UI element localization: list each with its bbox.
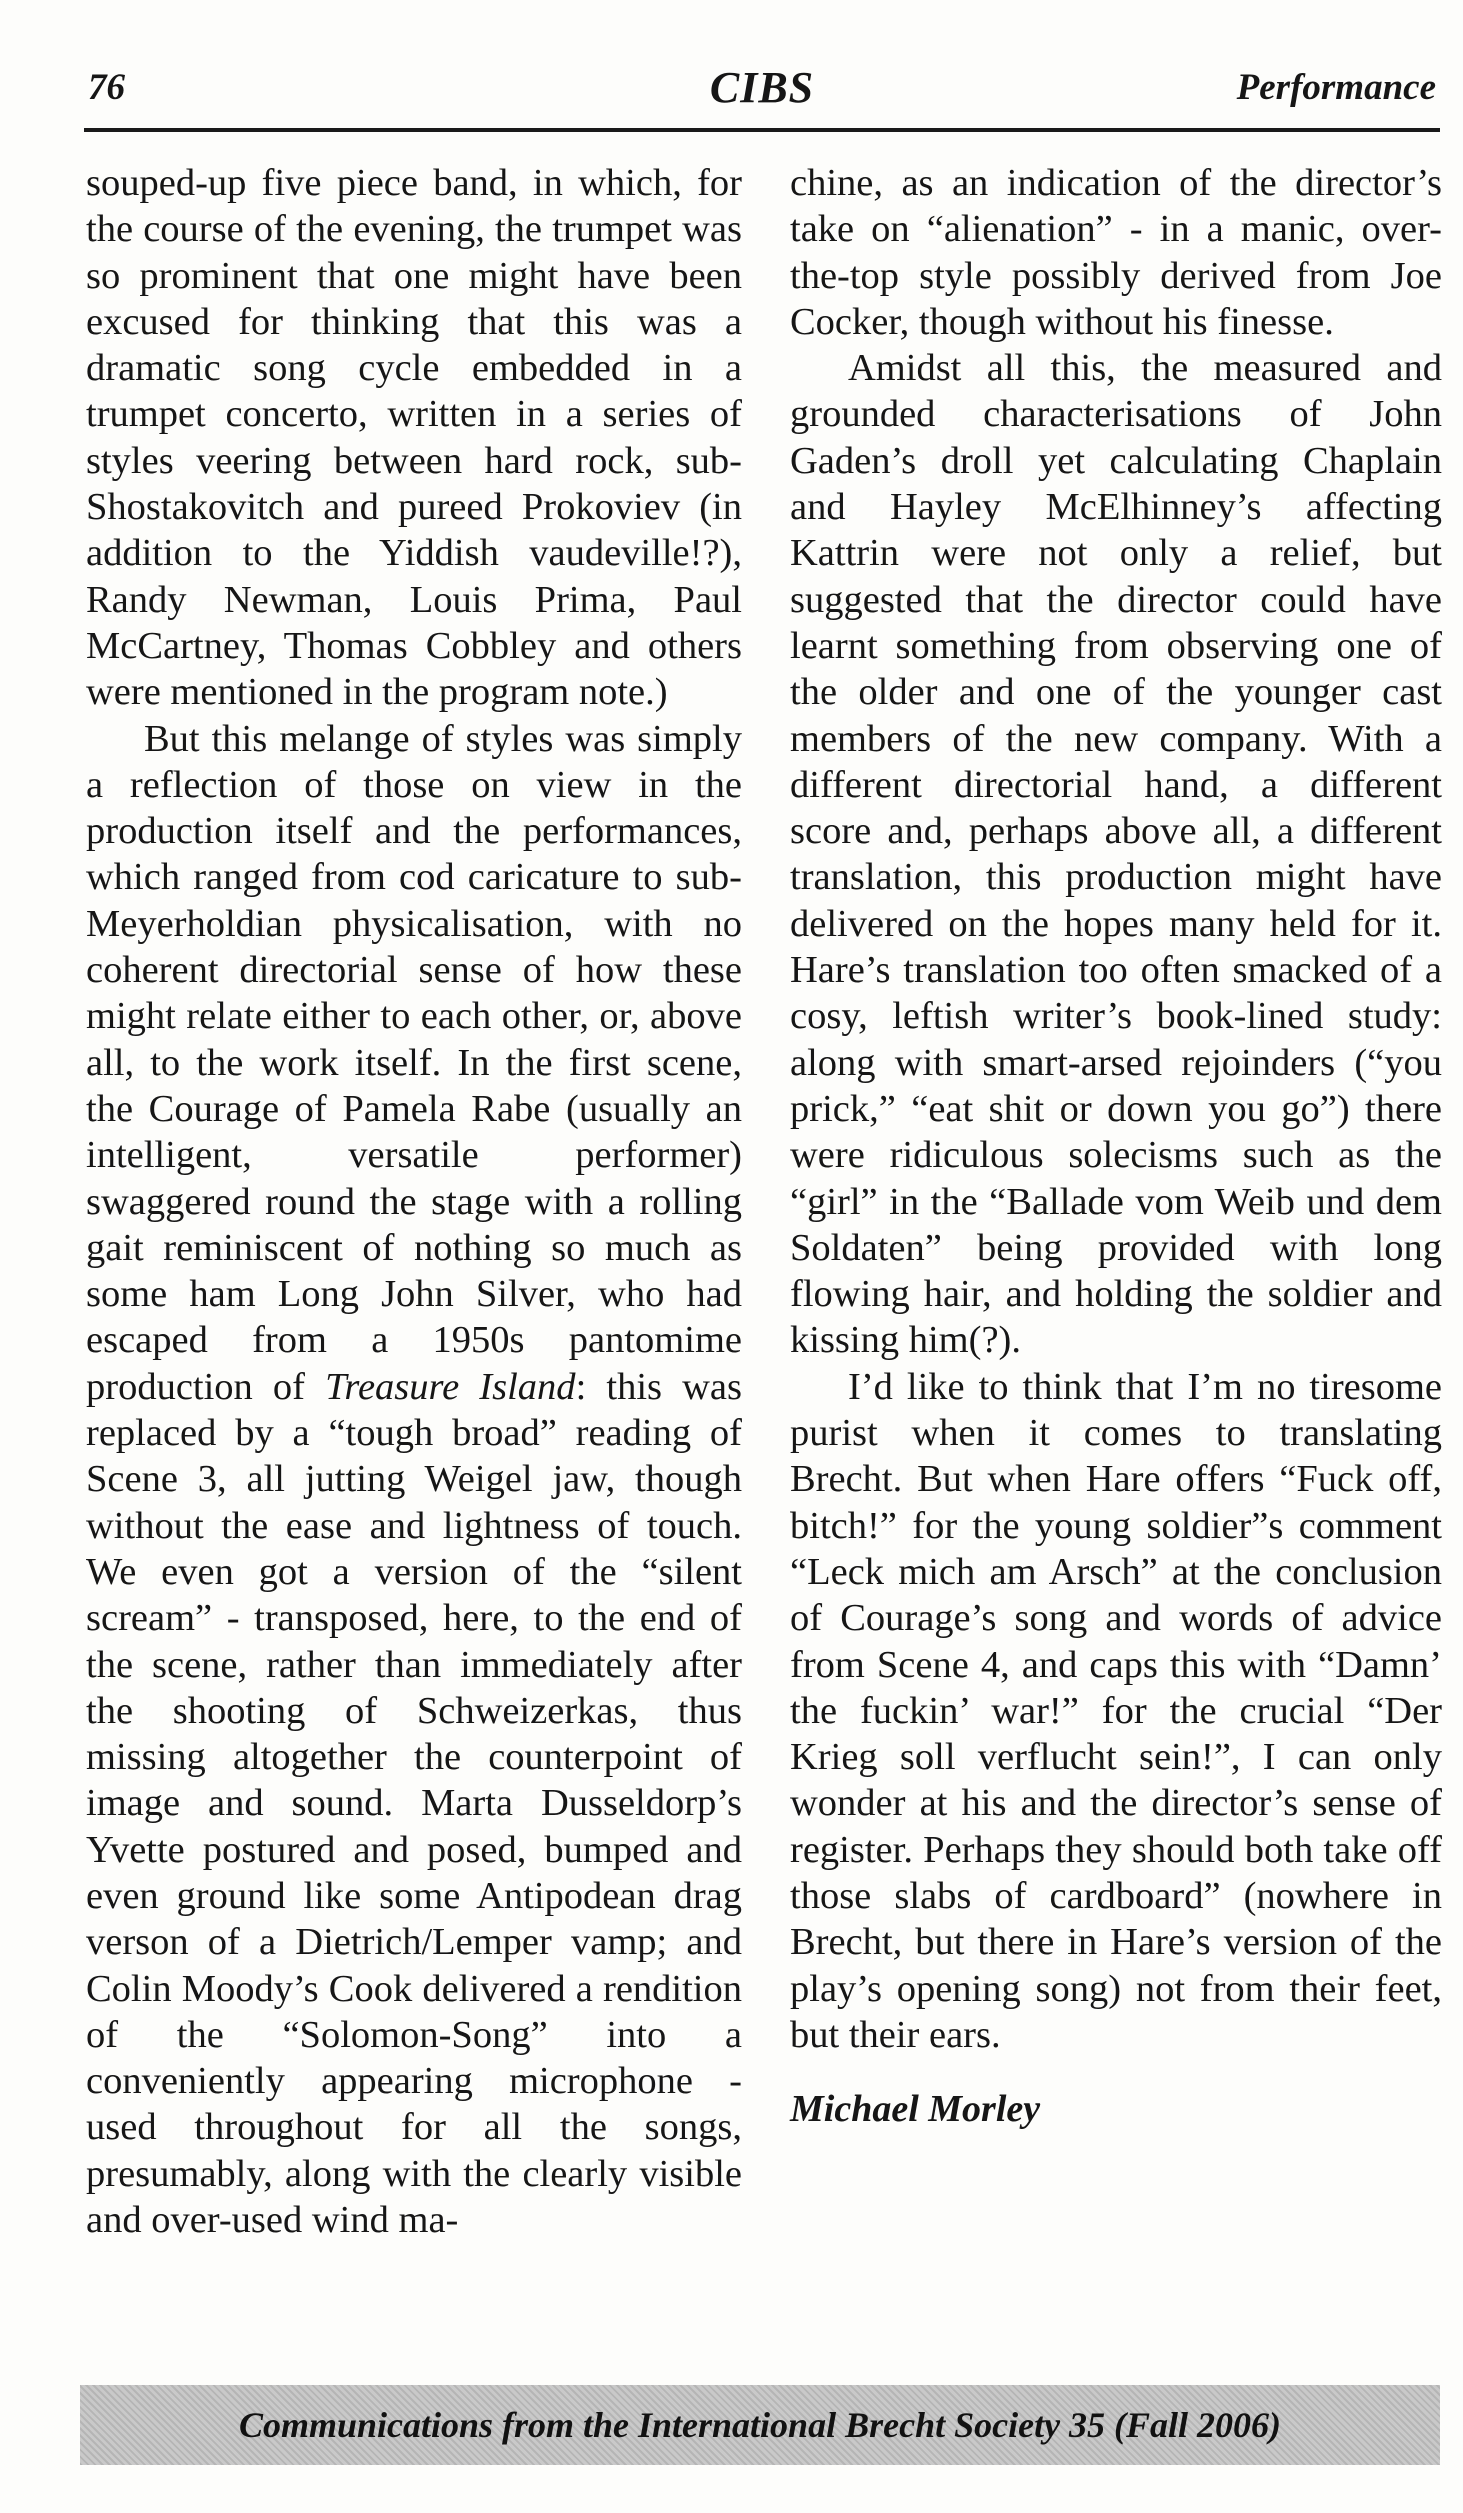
paragraph-text: : this was replaced by a “tough broad” reading of Scene 3, all jutting Weigel jaw, though without the ease and lightness of touch. We even got a version of the “silent scream” - transposed, here, to the end of the scene, rather than immediately after the shooting of Schweizerkas, thus missing altogether the counterpoint of image and sound. Marta Dusseldorp’s Yvette postured and posed, bumped and even ground like some Antipodean drag verson of a Dietrich/Lemper vamp; and Colin Moody’s Cook delivered a rendition of the “Solomon-Song” into a conveniently appearing microphone - used throughout for all the songs, presumably, along with the clearly visible and over-used wind ma- [86,1365,743,2242]
paragraph: souped-up five piece band, in which, for the course of the evening, the trumpet was so prominent that one might have been excused for thinking that this was a dramatic song cycle embedded in a trumpet concerto, written in a series of styles veering between hard rock, sub-Shostakovitch and pureed Prokoviev (in addition to the Yiddish vaudeville!?), Randy Newman, Louis Prima, Paul McCartney, Thomas Cobbley and others were mentioned in the program note.) [86,162,742,714]
section-title: Performance [1236,67,1436,108]
page-number: 76 [88,67,125,108]
page-header [84,56,1440,132]
paragraph: I’d like to think that I’m no tiresome purist when it comes to translating Brecht. But when Hare offers “Fuck off, bitch!” for the young soldier”s comment “Leck mich am Arsch” at the conclusion of Courage’s song and words of advice from Scene 4, and caps this with “Damn’ the fuckin’ war!” for the crucial “Der Krieg soll verflucht sein!”, I can only wonder at his and the director’s sense of register. Perhaps they should both take off those slabs of cardboard” (nowhere in Brecht, but there in Hare’s version of the play’s opening song) not from their feet, but their ears. [790,1365,1442,2056]
paragraph: Amidst all this, the measured and grounded characterisations of John Gaden’s droll yet calculating Chaplain and Hayley McElhinney’s affecting Kattrin were not only a relief, but suggested that the director could have learnt something from observing one of the older and one of the younger cast members of the new company. With a different directorial hand, a different score and, perhaps above all, a different translation, this production might have delivered on the hopes many held for it. Hare’s translation too often smacked of a cosy, leftish writer’s book-lined study: along with smart-arsed rejoinders (“you prick,” “eat shit or down you go”) there were ridiculous solecisms such as the “girl” in the “Ballade vom Weib und dem Soldaten” being provided with long flowing hair, and holding the soldier and kissing him(?). [790,347,1442,1362]
paragraph: chine, as an indication of the director’s take on “alienation” - in a manic, over-the-top style possibly derived from Joe Cocker, though without his finesse. [790,162,1442,343]
italic-title: Treasure Island [325,1365,576,1408]
journal-title: CIBS [709,63,815,112]
left-column [86,160,742,2243]
paragraph [86,716,742,2244]
paragraph-text: But this melange of styles was simply a reflection of those on view in the production itself and the performances, which ranged from cod caricature to sub-Meyerholdian physicalisation, with no coherent directorial sense of how these might relate either to each other, or, above all, to the work itself. In the first scene, the Courage of Pamela Rabe (usually an intelligent, versatile performer) swaggered round the stage with a rolling gait reminiscent of nothing so much as some ham Long John Silver, who had escaped from a 1950s pantomime production of [86,717,742,1408]
right-column [790,160,1442,2132]
footer-citation: Communications from the International Brecht Society 35 (Fall 2006) [238,2405,1282,2445]
page-footer [80,2385,1440,2465]
author-byline: Michael Morley [790,2088,1041,2131]
